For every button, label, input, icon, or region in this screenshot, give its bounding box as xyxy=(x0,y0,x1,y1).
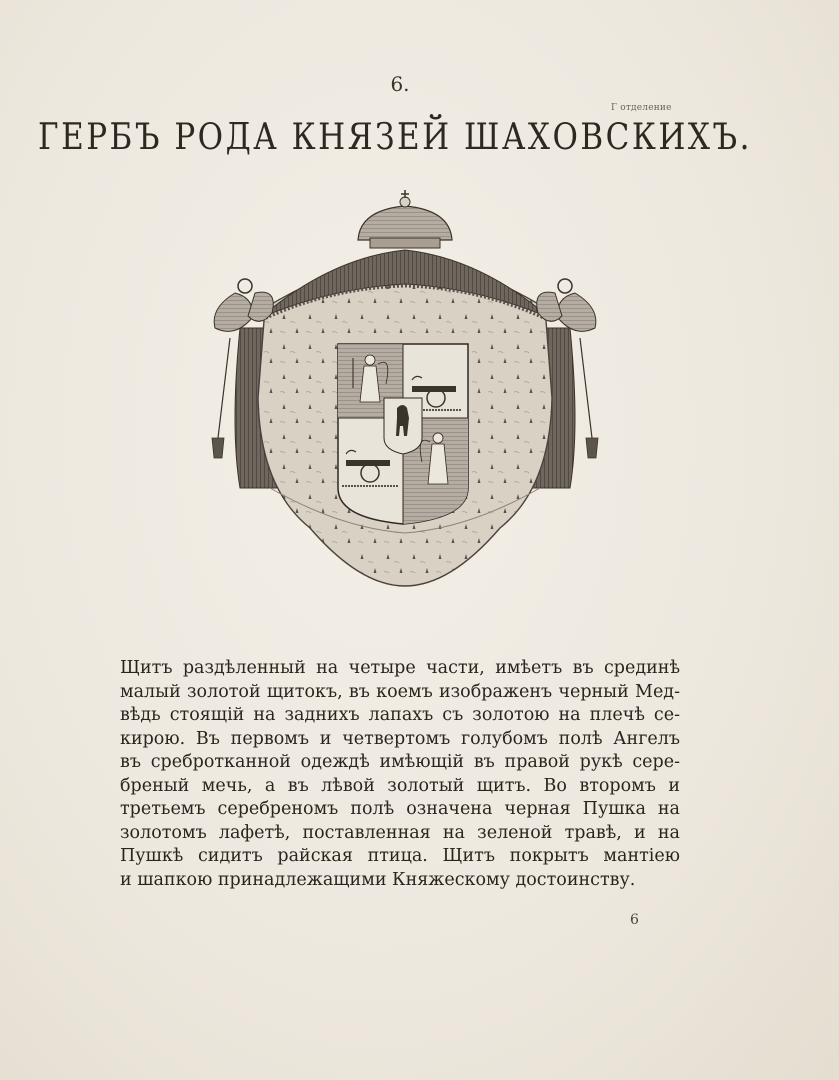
page-number-top: 6. xyxy=(390,72,410,96)
margin-note: Г отделение xyxy=(611,103,672,113)
shield xyxy=(338,344,468,524)
coat-of-arms-illustration xyxy=(200,188,610,598)
text-line: Щитъ раздѣленный на четыре части, имѣетъ въ срединѣ xyxy=(120,658,680,678)
page-number-bottom: 6 xyxy=(630,912,639,928)
blazon-description xyxy=(120,657,680,892)
inescutcheon-bear xyxy=(384,398,422,454)
text-line: и шапкою принадлежащими Княжескому достоинству. xyxy=(120,869,636,890)
text-line: Пушкѣ сидитъ райская птица. Щитъ покрытъ мантіею xyxy=(120,846,680,866)
text-line: бреный мечь, а въ лѣвой золотый щитъ. Во второмъ и xyxy=(120,775,680,796)
crown xyxy=(358,190,452,248)
text-line: малый золотой щитокъ, въ коемъ изображенъ черный Мед- xyxy=(120,681,680,702)
text-line: третьемъ серебреномъ полѣ означена черная Пушка на xyxy=(120,799,680,819)
text-line: вѣдь стоящій на заднихъ лапахъ съ золотою на плечѣ се- xyxy=(120,705,680,725)
page-title: ГЕРБЪ РОДА КНЯЗЕЙ ШАХОВСКИХЪ. xyxy=(38,116,752,159)
text-line: въ сребротканной одеждѣ имѣющій въ правой рукѣ сере- xyxy=(120,752,680,772)
text-line: золотомъ лафетѣ, поставленная на зеленой травѣ, и на xyxy=(120,822,680,843)
text-line: кирою. Въ первомъ и четвертомъ голубомъ полѣ Ангелъ xyxy=(120,728,680,749)
